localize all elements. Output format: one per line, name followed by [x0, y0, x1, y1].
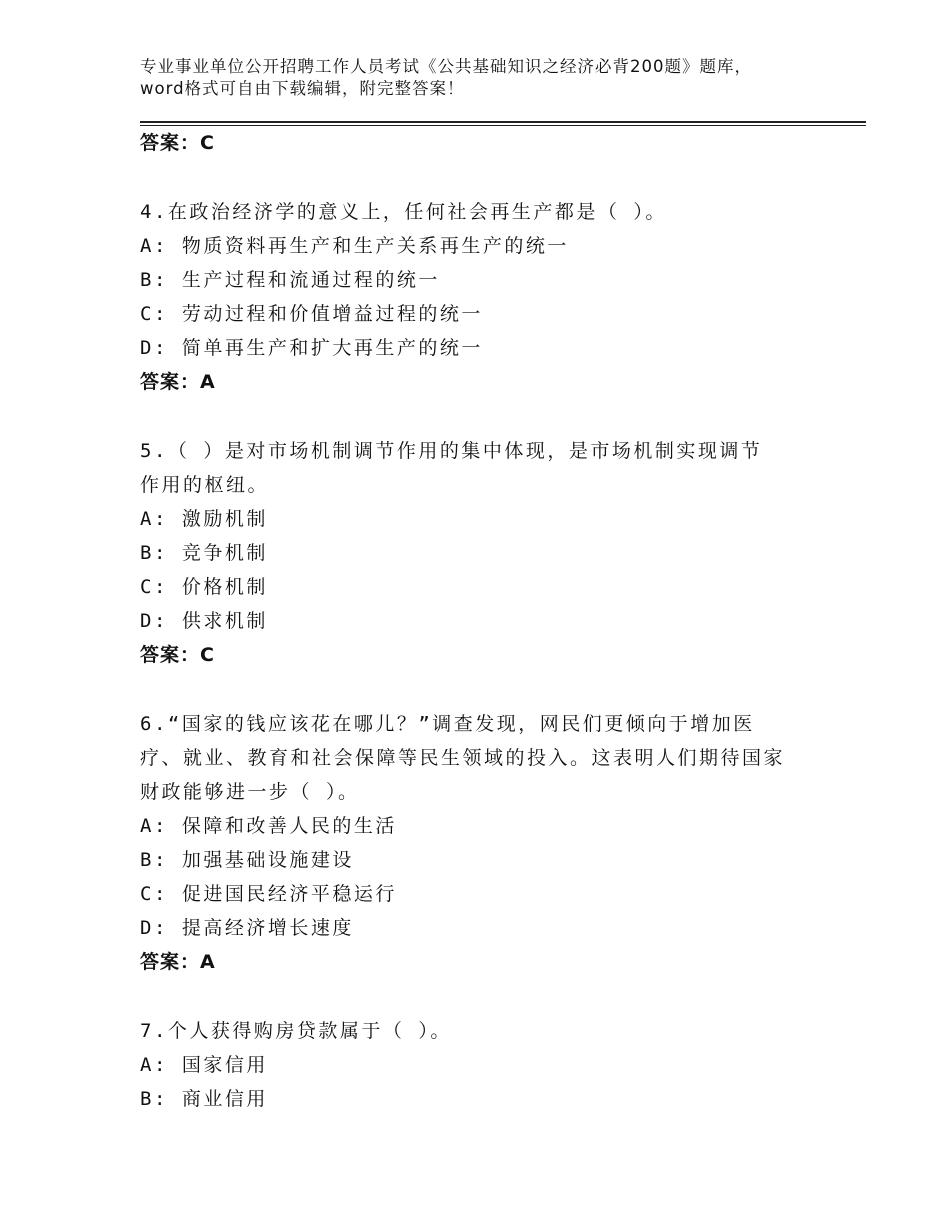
question-text-continued: 疗、就业、教育和社会保障等民生领域的投入。这表明人们期待国家 [140, 747, 786, 769]
question-text: 7.个人获得购房贷款属于（ ）。 [140, 1020, 452, 1042]
option-d: D: 供求机制 [140, 610, 268, 632]
question-text-continued: 作用的枢纽。 [140, 474, 270, 496]
option-c: C: 价格机制 [140, 576, 268, 598]
option-c: C: 促进国民经济平稳运行 [140, 883, 397, 905]
option-a: A: 保障和改善人民的生活 [140, 815, 397, 837]
option-b: B: 生产过程和流通过程的统一 [140, 269, 440, 291]
question-text: 6.“国家的钱应该花在哪儿？”调查发现，网民们更倾向于增加医 [140, 713, 755, 735]
option-a: A: 激励机制 [140, 508, 268, 530]
question-text: 5.（ ）是对市场机制调节作用的集中体现，是市场机制实现调节 [140, 440, 763, 462]
option-d: D: 提高经济增长速度 [140, 917, 354, 939]
option-d: D: 简单再生产和扩大再生产的统一 [140, 337, 483, 359]
option-a: A: 国家信用 [140, 1054, 268, 1076]
option-b: B: 加强基础设施建设 [140, 849, 354, 871]
question-text-continued: 财政能够进一步（ ）。 [140, 781, 360, 803]
document-header: 专业事业单位公开招聘工作人员考试《公共基础知识之经济必背200题》题库，word格式可自由下载编辑，附完整答案！ [140, 57, 752, 98]
header-rule-thin [140, 125, 866, 126]
answer-label: 答案：C [140, 644, 215, 666]
answer-label: 答案：A [140, 951, 216, 973]
answer-label: 答案：A [140, 371, 216, 393]
answer-label: 答案：C [140, 132, 215, 154]
option-b: B: 竞争机制 [140, 542, 268, 564]
option-b: B: 商业信用 [140, 1088, 268, 1110]
option-a: A: 物质资料再生产和生产关系再生产的统一 [140, 235, 569, 257]
option-c: C: 劳动过程和价值增益过程的统一 [140, 303, 483, 325]
header-rule-thick [140, 121, 866, 123]
question-text: 4.在政治经济学的意义上，任何社会再生产都是（ ）。 [140, 201, 667, 223]
